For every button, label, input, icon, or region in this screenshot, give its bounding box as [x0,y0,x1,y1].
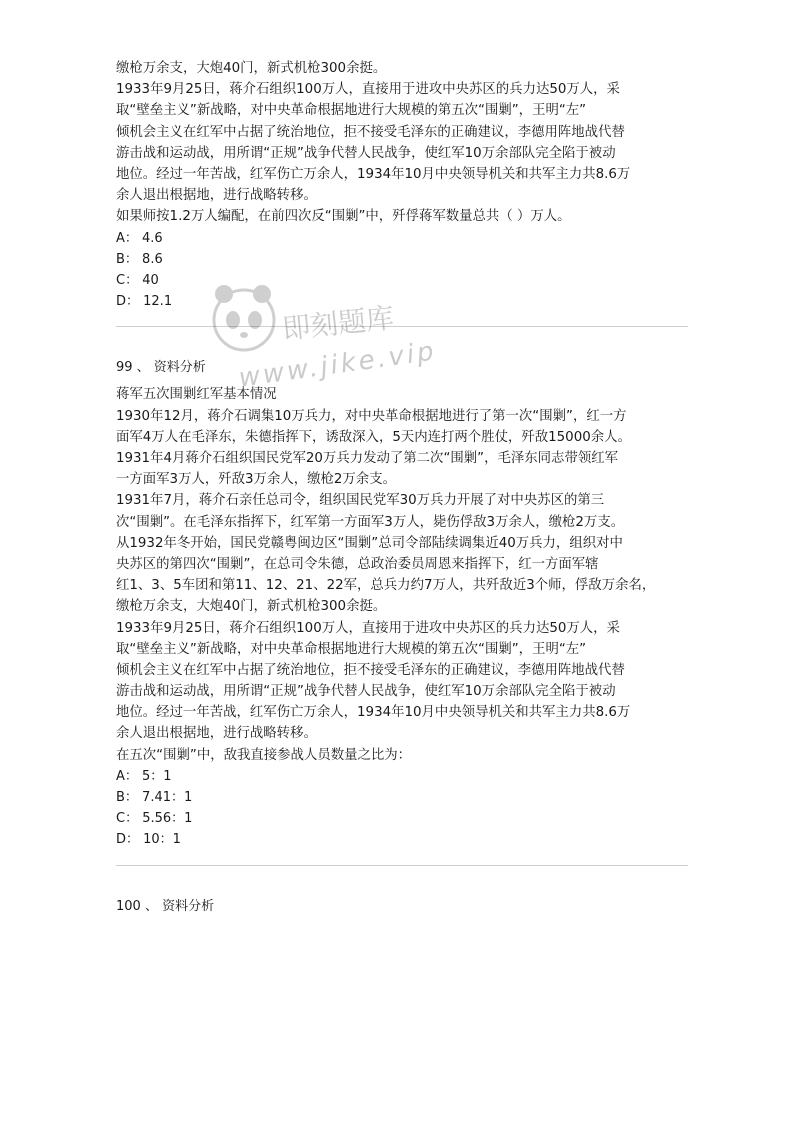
text-line: 央苏区的第四次“围剿”，在总司令朱德，总政治委员周恩来指挥下，红一方面军辖 [116,556,599,572]
option-c[interactable]: C： 40 [116,272,159,288]
text-line: 取“壁垒主义”新战略，对中央革命根据地进行大规模的第五次“围剿”，王明“左” [116,641,587,657]
question-98-continuation [116,58,688,312]
material-title: 蒋军五次围剿红军基本情况 [116,387,277,403]
text-line: 余人退出根据地，进行战略转移。 [116,188,317,204]
option-a[interactable]: A： 5：1 [116,768,172,784]
text-line: 红1、3、5车团和第11、12、21、22军，总兵力约7万人，共歼敌近3个师，俘敌万余名， [116,578,656,594]
text-line: 缴枪万余支，大炮40门，新式机枪300余挺。 [116,61,387,76]
option-a[interactable]: A： 4.6 [116,230,163,246]
question-stem: 在五次“围剿”中，敌我直接参战人员数量之比为： [116,747,412,763]
text-line: 1933年9月25日，蒋介石组织100万人，直接用于进攻中央苏区的兵力达50万人，采 [116,620,620,636]
text-line: 次“围剿”。在毛泽东指挥下，红军第一方面军3万人，毙伤俘敌3万余人，缴枪2万支。 [116,514,625,530]
text-line: 余人退出根据地，进行战略转移。 [116,726,317,742]
text-line: 倾机会主义在红军中占据了统治地位，拒不接受毛泽东的正确建议，李德用阵地战代替 [116,124,625,140]
text-line: 取“壁垒主义”新战略，对中央革命根据地进行大规模的第五次“围剿”，王明“左” [116,103,587,119]
option-c[interactable]: C： 5.56：1 [116,811,193,827]
document-page [116,58,688,917]
text-line: 游击战和运动战，用所谓“正规”战争代替人民战争，使红军10万余部队完全陷于被动 [116,684,616,700]
question-stem: 如果师按1.2万人编配，在前四次反“围剿”中，歼俘蒋军数量总共（ ）万人。 [116,209,571,225]
question-number: 99 、 资料分析 [116,360,206,376]
text-line: 1930年12月，蒋介石调集10万兵力，对中央革命根据地进行了第一次“围剿”，红一方 [116,408,627,424]
watermark-brand: 即刻题库 [280,301,396,346]
watermark-url: www.jike.vip [236,336,439,394]
text-line: 面军4万人在毛泽东，朱德指挥下，诱敌深入，5天内连打两个胜仗，歼敌15000余人。 [116,429,631,445]
option-d[interactable]: D： 12.1 [116,294,173,310]
text-line: 缴枪万余支，大炮40门，新式机枪300余挺。 [116,599,387,615]
question-number: 100 、 资料分析 [116,898,215,914]
option-d[interactable]: D： 10：1 [116,832,181,848]
text-line: 1931年7月，蒋介石亲任总司令，组织国民党军30万兵力开展了对中央苏区的第三 [116,493,605,509]
option-b[interactable]: B： 7.41：1 [116,790,193,805]
text-line: 游击战和运动战，用所谓“正规”战争代替人民战争，使红军10万余部队完全陷于被动 [116,145,616,161]
question-99 [116,357,688,850]
text-line: 从1932年冬开始，国民党赣粤闽边区“围剿”总司令部陆续调集近40万兵力，组织对中 [116,535,623,551]
text-line: 一方面军3万人，歼敌3万余人，缴枪2万余支。 [116,472,396,488]
text-line: 地位。经过一年苦战，红军伤亡万余人，1934年10月中央领导机关和共军主力共8.6万 [116,705,631,721]
text-line: 1931年4月蒋介石组织国民党军20万兵力发动了第二次“围剿”，毛泽东同志带领红军 [116,451,619,466]
text-line: 倾机会主义在红军中占据了统治地位，拒不接受毛泽东的正确建议，李德用阵地战代替 [116,662,625,678]
text-line: 地位。经过一年苦战，红军伤亡万余人，1934年10月中央领导机关和共军主力共8.6万 [116,166,631,182]
text-line: 1933年9月25日，蒋介石组织100万人，直接用于进攻中央苏区的兵力达50万人，采 [116,82,620,98]
option-b[interactable]: B： 8.6 [116,251,163,267]
